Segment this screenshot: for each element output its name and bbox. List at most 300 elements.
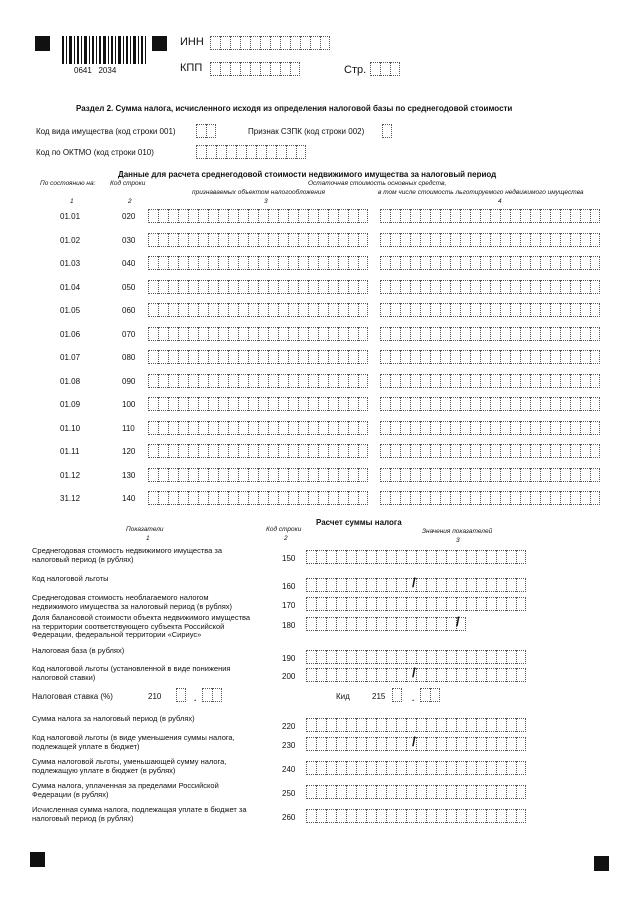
- input-cell[interactable]: [550, 303, 560, 317]
- input-cell[interactable]: [510, 303, 520, 317]
- input-cell[interactable]: [590, 444, 600, 458]
- input-cell[interactable]: [416, 597, 426, 611]
- input-cell[interactable]: [420, 256, 430, 270]
- calc-row-field[interactable]: [306, 617, 466, 631]
- input-cell[interactable]: [550, 256, 560, 270]
- input-cell[interactable]: [178, 280, 188, 294]
- tax-rate-frac-field[interactable]: [202, 688, 222, 702]
- input-cell[interactable]: [326, 617, 336, 631]
- input-cell[interactable]: [500, 256, 510, 270]
- input-cell[interactable]: [396, 785, 406, 799]
- input-cell[interactable]: [168, 303, 178, 317]
- input-cell[interactable]: [580, 256, 590, 270]
- input-cell[interactable]: [406, 785, 416, 799]
- szpk-field[interactable]: [382, 124, 392, 138]
- input-cell[interactable]: [280, 62, 290, 76]
- input-cell[interactable]: [238, 374, 248, 388]
- input-cell[interactable]: [430, 256, 440, 270]
- input-cell[interactable]: [416, 809, 426, 823]
- input-cell[interactable]: [530, 256, 540, 270]
- input-cell[interactable]: [188, 256, 198, 270]
- input-cell[interactable]: [366, 737, 376, 751]
- input-cell[interactable]: [560, 280, 570, 294]
- input-cell[interactable]: [400, 444, 410, 458]
- input-cell[interactable]: [550, 444, 560, 458]
- input-cell[interactable]: [290, 36, 300, 50]
- input-cell[interactable]: [560, 374, 570, 388]
- input-cell[interactable]: [390, 209, 400, 223]
- input-cell[interactable]: [490, 374, 500, 388]
- input-cell[interactable]: [218, 280, 228, 294]
- input-cell[interactable]: [348, 421, 358, 435]
- input-cell[interactable]: [560, 350, 570, 364]
- input-cell[interactable]: [288, 233, 298, 247]
- input-cell[interactable]: [580, 350, 590, 364]
- input-cell[interactable]: [326, 737, 336, 751]
- input-cell[interactable]: [278, 421, 288, 435]
- input-cell[interactable]: [590, 303, 600, 317]
- input-cell[interactable]: [440, 256, 450, 270]
- input-cell[interactable]: [376, 809, 386, 823]
- input-cell[interactable]: [338, 421, 348, 435]
- oktmo-field[interactable]: [196, 145, 306, 159]
- input-cell[interactable]: [560, 233, 570, 247]
- input-cell[interactable]: [500, 209, 510, 223]
- input-cell[interactable]: [316, 617, 326, 631]
- input-cell[interactable]: [476, 597, 486, 611]
- input-cell[interactable]: [306, 668, 316, 682]
- input-cell[interactable]: [430, 491, 440, 505]
- input-cell[interactable]: [476, 668, 486, 682]
- input-cell[interactable]: [278, 209, 288, 223]
- input-cell[interactable]: [496, 550, 506, 564]
- input-cell[interactable]: [560, 327, 570, 341]
- input-cell[interactable]: [386, 718, 396, 732]
- input-cell[interactable]: [358, 444, 368, 458]
- input-cell[interactable]: [306, 617, 316, 631]
- input-cell[interactable]: [316, 737, 326, 751]
- input-cell[interactable]: [346, 668, 356, 682]
- input-cell[interactable]: [520, 374, 530, 388]
- input-cell[interactable]: [506, 650, 516, 664]
- input-cell[interactable]: [206, 145, 216, 159]
- input-cell[interactable]: [268, 327, 278, 341]
- input-cell[interactable]: [248, 421, 258, 435]
- input-cell[interactable]: [356, 550, 366, 564]
- input-cell[interactable]: [278, 491, 288, 505]
- input-cell[interactable]: [376, 718, 386, 732]
- input-cell[interactable]: [440, 233, 450, 247]
- input-cell[interactable]: [520, 491, 530, 505]
- input-cell[interactable]: [308, 233, 318, 247]
- input-cell[interactable]: [406, 650, 416, 664]
- input-cell[interactable]: [406, 718, 416, 732]
- input-cell[interactable]: [288, 468, 298, 482]
- input-cell[interactable]: [510, 491, 520, 505]
- input-cell[interactable]: [426, 668, 436, 682]
- input-cell[interactable]: [218, 468, 228, 482]
- input-cell[interactable]: [416, 650, 426, 664]
- input-cell[interactable]: [298, 209, 308, 223]
- input-cell[interactable]: [420, 444, 430, 458]
- input-cell[interactable]: [288, 374, 298, 388]
- input-cell[interactable]: [386, 668, 396, 682]
- input-cell[interactable]: [570, 397, 580, 411]
- input-cell[interactable]: [456, 809, 466, 823]
- input-cell[interactable]: [346, 737, 356, 751]
- input-cell[interactable]: [580, 303, 590, 317]
- input-cell[interactable]: [230, 62, 240, 76]
- input-cell[interactable]: [466, 597, 476, 611]
- input-cell[interactable]: [198, 350, 208, 364]
- input-cell[interactable]: [406, 617, 416, 631]
- input-cell[interactable]: [148, 233, 158, 247]
- input-cell[interactable]: [318, 444, 328, 458]
- input-cell[interactable]: [158, 256, 168, 270]
- input-cell[interactable]: [410, 444, 420, 458]
- input-cell[interactable]: [470, 421, 480, 435]
- input-cell[interactable]: [308, 421, 318, 435]
- input-cell[interactable]: [416, 737, 426, 751]
- input-cell[interactable]: [298, 280, 308, 294]
- input-cell[interactable]: [348, 444, 358, 458]
- input-cell[interactable]: [410, 491, 420, 505]
- property-code-field[interactable]: [196, 124, 216, 138]
- input-cell[interactable]: [426, 785, 436, 799]
- input-cell[interactable]: [506, 785, 516, 799]
- input-cell[interactable]: [410, 468, 420, 482]
- input-cell[interactable]: [490, 256, 500, 270]
- input-cell[interactable]: [366, 809, 376, 823]
- input-cell[interactable]: [466, 809, 476, 823]
- input-cell[interactable]: [406, 597, 416, 611]
- input-cell[interactable]: [338, 491, 348, 505]
- input-cell[interactable]: [470, 327, 480, 341]
- input-cell[interactable]: [290, 62, 300, 76]
- input-cell[interactable]: [490, 444, 500, 458]
- input-cell[interactable]: [326, 718, 336, 732]
- input-cell[interactable]: [358, 491, 368, 505]
- input-cell[interactable]: [400, 397, 410, 411]
- input-cell[interactable]: [308, 491, 318, 505]
- input-cell[interactable]: [510, 327, 520, 341]
- input-cell[interactable]: [540, 350, 550, 364]
- input-cell[interactable]: [238, 397, 248, 411]
- input-cell[interactable]: [158, 421, 168, 435]
- input-cell[interactable]: [430, 444, 440, 458]
- input-cell[interactable]: [218, 233, 228, 247]
- input-cell[interactable]: [570, 491, 580, 505]
- input-cell[interactable]: [390, 280, 400, 294]
- input-cell[interactable]: [420, 688, 430, 702]
- avg-row-col3-field[interactable]: [148, 256, 368, 270]
- input-cell[interactable]: [570, 374, 580, 388]
- input-cell[interactable]: [316, 718, 326, 732]
- input-cell[interactable]: [198, 421, 208, 435]
- input-cell[interactable]: [400, 303, 410, 317]
- input-cell[interactable]: [440, 491, 450, 505]
- input-cell[interactable]: [208, 374, 218, 388]
- input-cell[interactable]: [260, 36, 270, 50]
- input-cell[interactable]: [178, 350, 188, 364]
- input-cell[interactable]: [188, 350, 198, 364]
- input-cell[interactable]: [560, 421, 570, 435]
- input-cell[interactable]: [380, 233, 390, 247]
- input-cell[interactable]: [456, 718, 466, 732]
- input-cell[interactable]: [530, 468, 540, 482]
- input-cell[interactable]: [590, 209, 600, 223]
- input-cell[interactable]: [560, 491, 570, 505]
- input-cell[interactable]: [238, 327, 248, 341]
- avg-row-col4-field[interactable]: [380, 327, 600, 341]
- input-cell[interactable]: [420, 468, 430, 482]
- input-cell[interactable]: [540, 209, 550, 223]
- calc-row-field[interactable]: [306, 809, 526, 823]
- input-cell[interactable]: [208, 233, 218, 247]
- input-cell[interactable]: [390, 256, 400, 270]
- input-cell[interactable]: [400, 374, 410, 388]
- input-cell[interactable]: [356, 761, 366, 775]
- input-cell[interactable]: [456, 785, 466, 799]
- input-cell[interactable]: [326, 761, 336, 775]
- input-cell[interactable]: [380, 444, 390, 458]
- input-cell[interactable]: [380, 280, 390, 294]
- input-cell[interactable]: [396, 617, 406, 631]
- input-cell[interactable]: [158, 209, 168, 223]
- input-cell[interactable]: [318, 233, 328, 247]
- input-cell[interactable]: [380, 62, 390, 76]
- input-cell[interactable]: [208, 256, 218, 270]
- avg-row-col3-field[interactable]: [148, 350, 368, 364]
- calc-row-field[interactable]: [306, 550, 526, 564]
- input-cell[interactable]: [346, 597, 356, 611]
- input-cell[interactable]: [298, 256, 308, 270]
- input-cell[interactable]: [248, 327, 258, 341]
- input-cell[interactable]: [476, 718, 486, 732]
- input-cell[interactable]: [480, 444, 490, 458]
- input-cell[interactable]: [268, 374, 278, 388]
- input-cell[interactable]: [420, 280, 430, 294]
- avg-row-col3-field[interactable]: [148, 233, 368, 247]
- input-cell[interactable]: [188, 444, 198, 458]
- input-cell[interactable]: [298, 421, 308, 435]
- input-cell[interactable]: [188, 421, 198, 435]
- input-cell[interactable]: [580, 491, 590, 505]
- input-cell[interactable]: [288, 397, 298, 411]
- calc-row-field[interactable]: [306, 737, 526, 751]
- input-cell[interactable]: [446, 809, 456, 823]
- input-cell[interactable]: [386, 650, 396, 664]
- input-cell[interactable]: [400, 327, 410, 341]
- input-cell[interactable]: [446, 761, 456, 775]
- input-cell[interactable]: [168, 350, 178, 364]
- input-cell[interactable]: [268, 350, 278, 364]
- input-cell[interactable]: [486, 550, 496, 564]
- input-cell[interactable]: [500, 444, 510, 458]
- input-cell[interactable]: [168, 491, 178, 505]
- input-cell[interactable]: [208, 468, 218, 482]
- input-cell[interactable]: [288, 327, 298, 341]
- input-cell[interactable]: [348, 491, 358, 505]
- input-cell[interactable]: [400, 468, 410, 482]
- input-cell[interactable]: [366, 597, 376, 611]
- input-cell[interactable]: [208, 303, 218, 317]
- input-cell[interactable]: [540, 280, 550, 294]
- input-cell[interactable]: [410, 350, 420, 364]
- input-cell[interactable]: [510, 468, 520, 482]
- input-cell[interactable]: [208, 209, 218, 223]
- input-cell[interactable]: [376, 650, 386, 664]
- input-cell[interactable]: [516, 668, 526, 682]
- avg-row-col4-field[interactable]: [380, 397, 600, 411]
- input-cell[interactable]: [328, 327, 338, 341]
- input-cell[interactable]: [366, 550, 376, 564]
- input-cell[interactable]: [516, 761, 526, 775]
- input-cell[interactable]: [396, 718, 406, 732]
- input-cell[interactable]: [308, 444, 318, 458]
- input-cell[interactable]: [420, 397, 430, 411]
- input-cell[interactable]: [148, 280, 158, 294]
- input-cell[interactable]: [450, 303, 460, 317]
- input-cell[interactable]: [506, 550, 516, 564]
- input-cell[interactable]: [450, 444, 460, 458]
- input-cell[interactable]: [560, 444, 570, 458]
- input-cell[interactable]: [470, 256, 480, 270]
- input-cell[interactable]: [258, 468, 268, 482]
- input-cell[interactable]: [390, 468, 400, 482]
- avg-row-col3-field[interactable]: [148, 209, 368, 223]
- input-cell[interactable]: [298, 374, 308, 388]
- input-cell[interactable]: [486, 809, 496, 823]
- input-cell[interactable]: [520, 350, 530, 364]
- input-cell[interactable]: [258, 444, 268, 458]
- input-cell[interactable]: [308, 397, 318, 411]
- input-cell[interactable]: [410, 280, 420, 294]
- input-cell[interactable]: [316, 650, 326, 664]
- input-cell[interactable]: [506, 737, 516, 751]
- input-cell[interactable]: [176, 688, 186, 702]
- input-cell[interactable]: [168, 256, 178, 270]
- input-cell[interactable]: [390, 327, 400, 341]
- input-cell[interactable]: [580, 397, 590, 411]
- input-cell[interactable]: [466, 668, 476, 682]
- input-cell[interactable]: [356, 668, 366, 682]
- input-cell[interactable]: [316, 550, 326, 564]
- input-cell[interactable]: [326, 785, 336, 799]
- input-cell[interactable]: [530, 303, 540, 317]
- input-cell[interactable]: [220, 62, 230, 76]
- input-cell[interactable]: [218, 444, 228, 458]
- input-cell[interactable]: [470, 468, 480, 482]
- input-cell[interactable]: [496, 578, 506, 592]
- input-cell[interactable]: [390, 62, 400, 76]
- input-cell[interactable]: [446, 578, 456, 592]
- calc-row-field[interactable]: [306, 718, 526, 732]
- input-cell[interactable]: [228, 303, 238, 317]
- input-cell[interactable]: [426, 809, 436, 823]
- input-cell[interactable]: [590, 421, 600, 435]
- input-cell[interactable]: [376, 785, 386, 799]
- input-cell[interactable]: [148, 209, 158, 223]
- input-cell[interactable]: [198, 209, 208, 223]
- input-cell[interactable]: [570, 256, 580, 270]
- input-cell[interactable]: [336, 737, 346, 751]
- input-cell[interactable]: [228, 444, 238, 458]
- input-cell[interactable]: [500, 374, 510, 388]
- input-cell[interactable]: [158, 280, 168, 294]
- input-cell[interactable]: [336, 578, 346, 592]
- input-cell[interactable]: [590, 350, 600, 364]
- input-cell[interactable]: [416, 785, 426, 799]
- input-cell[interactable]: [208, 491, 218, 505]
- input-cell[interactable]: [506, 761, 516, 775]
- input-cell[interactable]: [486, 761, 496, 775]
- input-cell[interactable]: [506, 597, 516, 611]
- input-cell[interactable]: [260, 62, 270, 76]
- input-cell[interactable]: [346, 550, 356, 564]
- avg-row-col4-field[interactable]: [380, 421, 600, 435]
- input-cell[interactable]: [530, 350, 540, 364]
- input-cell[interactable]: [278, 350, 288, 364]
- input-cell[interactable]: [238, 421, 248, 435]
- input-cell[interactable]: [258, 209, 268, 223]
- input-cell[interactable]: [446, 617, 456, 631]
- input-cell[interactable]: [470, 303, 480, 317]
- input-cell[interactable]: [390, 444, 400, 458]
- input-cell[interactable]: [356, 718, 366, 732]
- input-cell[interactable]: [496, 761, 506, 775]
- input-cell[interactable]: [530, 233, 540, 247]
- input-cell[interactable]: [480, 233, 490, 247]
- input-cell[interactable]: [530, 444, 540, 458]
- input-cell[interactable]: [396, 650, 406, 664]
- input-cell[interactable]: [366, 718, 376, 732]
- input-cell[interactable]: [396, 550, 406, 564]
- input-cell[interactable]: [338, 350, 348, 364]
- input-cell[interactable]: [278, 280, 288, 294]
- input-cell[interactable]: [450, 374, 460, 388]
- input-cell[interactable]: [328, 256, 338, 270]
- input-cell[interactable]: [510, 233, 520, 247]
- input-cell[interactable]: [510, 397, 520, 411]
- input-cell[interactable]: [430, 209, 440, 223]
- input-cell[interactable]: [268, 468, 278, 482]
- input-cell[interactable]: [460, 303, 470, 317]
- input-cell[interactable]: [510, 444, 520, 458]
- input-cell[interactable]: [480, 350, 490, 364]
- input-cell[interactable]: [506, 809, 516, 823]
- input-cell[interactable]: [386, 597, 396, 611]
- input-cell[interactable]: [426, 597, 436, 611]
- input-cell[interactable]: [496, 718, 506, 732]
- input-cell[interactable]: [336, 617, 346, 631]
- input-cell[interactable]: [436, 668, 446, 682]
- input-cell[interactable]: [370, 62, 380, 76]
- input-cell[interactable]: [450, 468, 460, 482]
- input-cell[interactable]: [590, 327, 600, 341]
- input-cell[interactable]: [356, 785, 366, 799]
- kid-int-field[interactable]: [392, 688, 402, 702]
- input-cell[interactable]: [346, 650, 356, 664]
- input-cell[interactable]: [456, 550, 466, 564]
- input-cell[interactable]: [338, 374, 348, 388]
- input-cell[interactable]: [366, 617, 376, 631]
- input-cell[interactable]: [426, 617, 436, 631]
- input-cell[interactable]: [470, 374, 480, 388]
- input-cell[interactable]: [228, 374, 238, 388]
- input-cell[interactable]: [258, 397, 268, 411]
- tax-rate-int-field[interactable]: [176, 688, 186, 702]
